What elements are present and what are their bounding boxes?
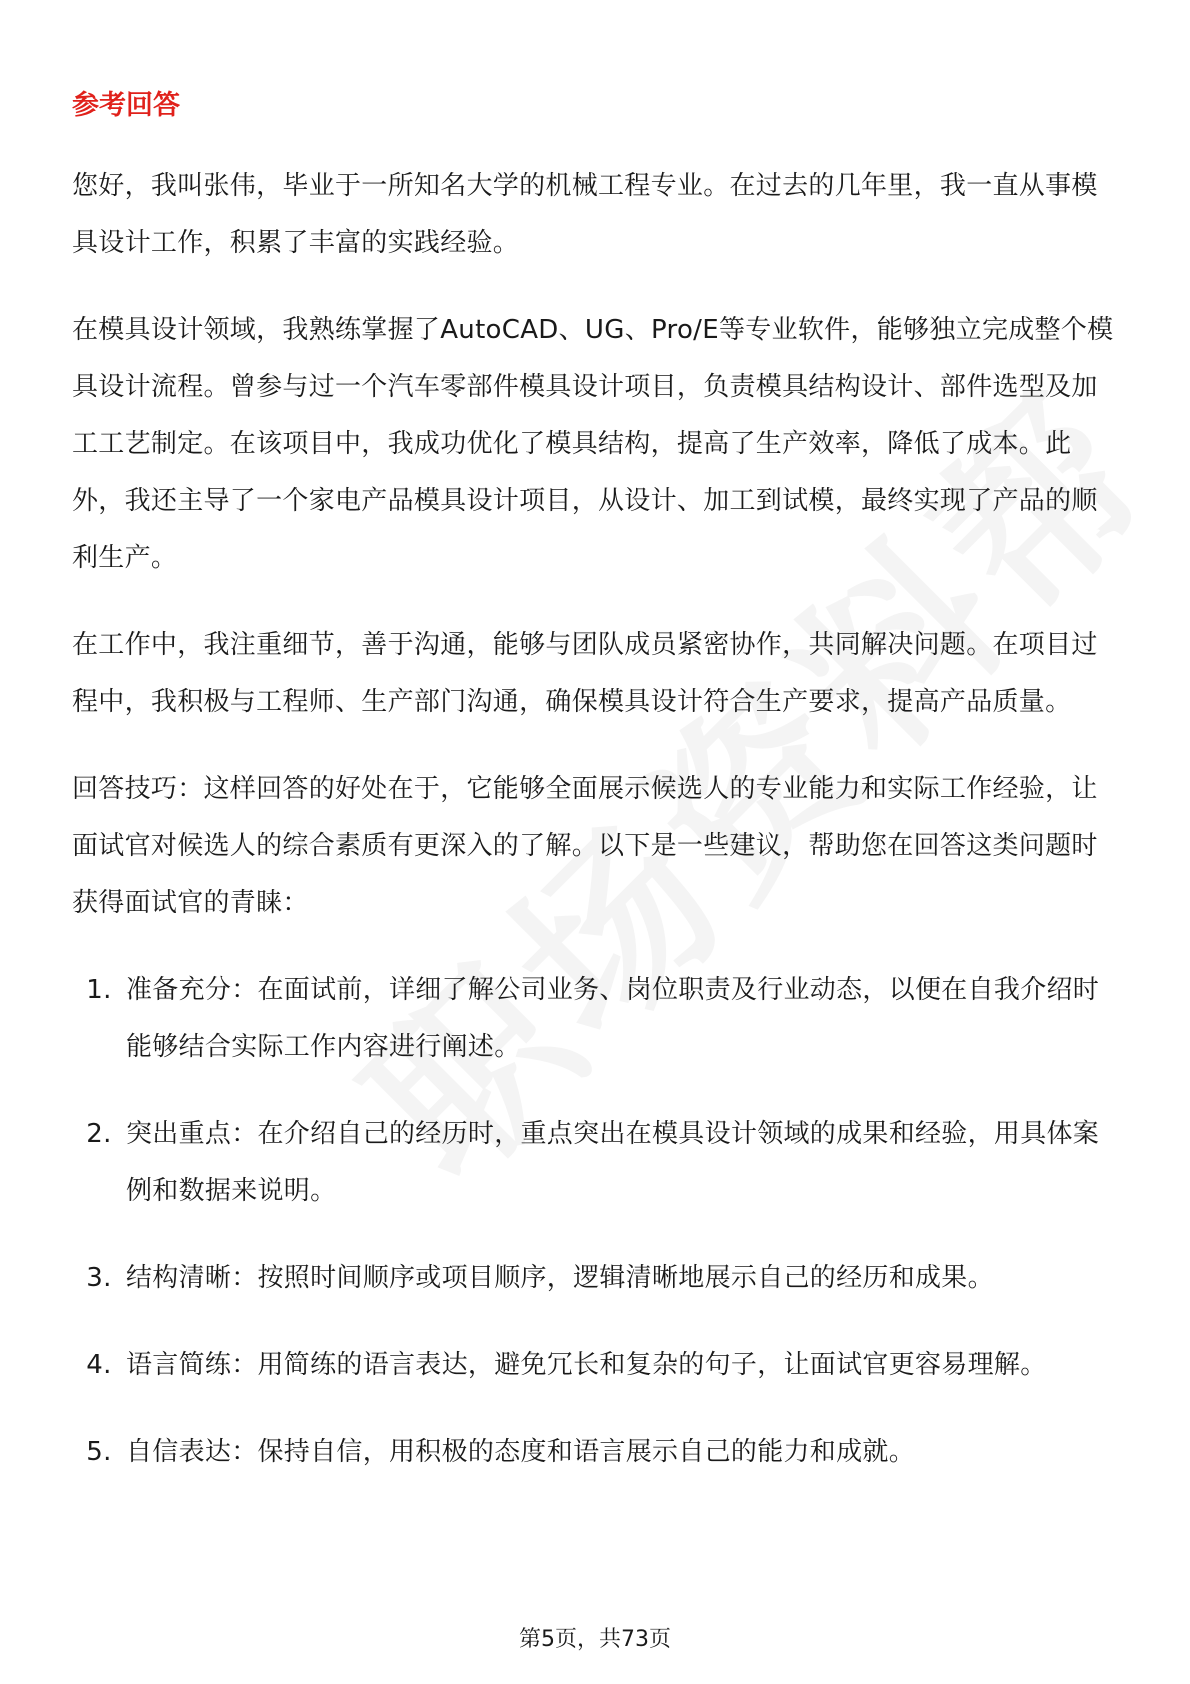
list-item (72, 1106, 1122, 1220)
list-item-number: 4. (86, 1350, 112, 1380)
list-item-text: 准备充分：在面试前，详细了解公司业务、岗位职责及行业动态，以便在自我介绍时能够结合实际工作内容进行阐述。 (126, 975, 1100, 1062)
list-item-text: 自信表达：保持自信，用积极的态度和语言展示自己的能力和成就。 (126, 1437, 916, 1467)
list-item-number: 1. (86, 975, 112, 1005)
section-title: 参考回答 (72, 90, 180, 121)
list-item-text: 语言简练：用简练的语言表达，避免冗长和复杂的句子，让面试官更容易理解。 (126, 1350, 1047, 1380)
list-item-text: 突出重点：在介绍自己的经历时，重点突出在模具设计领域的成果和经验，用具体案例和数据来说明。 (126, 1119, 1100, 1206)
list-item (72, 962, 1122, 1076)
page-content (72, 86, 1122, 1511)
list-item-number: 2. (86, 1119, 112, 1149)
list-item (72, 1337, 1122, 1394)
list-item-text: 结构清晰：按照时间顺序或项目顺序，逻辑清晰地展示自己的经历和成果。 (126, 1263, 994, 1293)
page-number-footer: 第5页，共73页 (519, 1627, 671, 1652)
paragraph-intro: 您好，我叫张伟，毕业于一所知名大学的机械工程专业。在过去的几年里，我一直从事模具设计工作，积累了丰富的实践经验。 (72, 171, 1098, 258)
tips-list (72, 962, 1122, 1481)
list-item (72, 1424, 1122, 1481)
list-item-number: 5. (86, 1437, 112, 1467)
paragraph-tips-intro: 回答技巧：这样回答的好处在于，它能够全面展示候选人的专业能力和实际工作经验，让面试官对候选人的综合素质有更深入的了解。以下是一些建议，帮助您在回答这类问题时获得面试官的青睐： (72, 774, 1098, 918)
paragraph-teamwork: 在工作中，我注重细节，善于沟通，能够与团队成员紧密协作，共同解决问题。在项目过程中，我积极与工程师、生产部门沟通，确保模具设计符合生产要求，提高产品质量。 (72, 630, 1098, 717)
paragraph-experience: 在模具设计领域，我熟练掌握了AutoCAD、UG、Pro/E等专业软件，能够独立完成整个模具设计流程。曾参与过一个汽车零部件模具设计项目，负责模具结构设计、部件选型及加工工艺制定。在该项目中，我成功优化了模具结构，提高了生产效率，降低了成本。此外，我还主导了一个家电产品模具设计项目，从设计、加工到试模，最终实现了产品的顺利生产。 (72, 315, 1114, 573)
list-item-number: 3. (86, 1263, 112, 1293)
list-item (72, 1250, 1122, 1307)
